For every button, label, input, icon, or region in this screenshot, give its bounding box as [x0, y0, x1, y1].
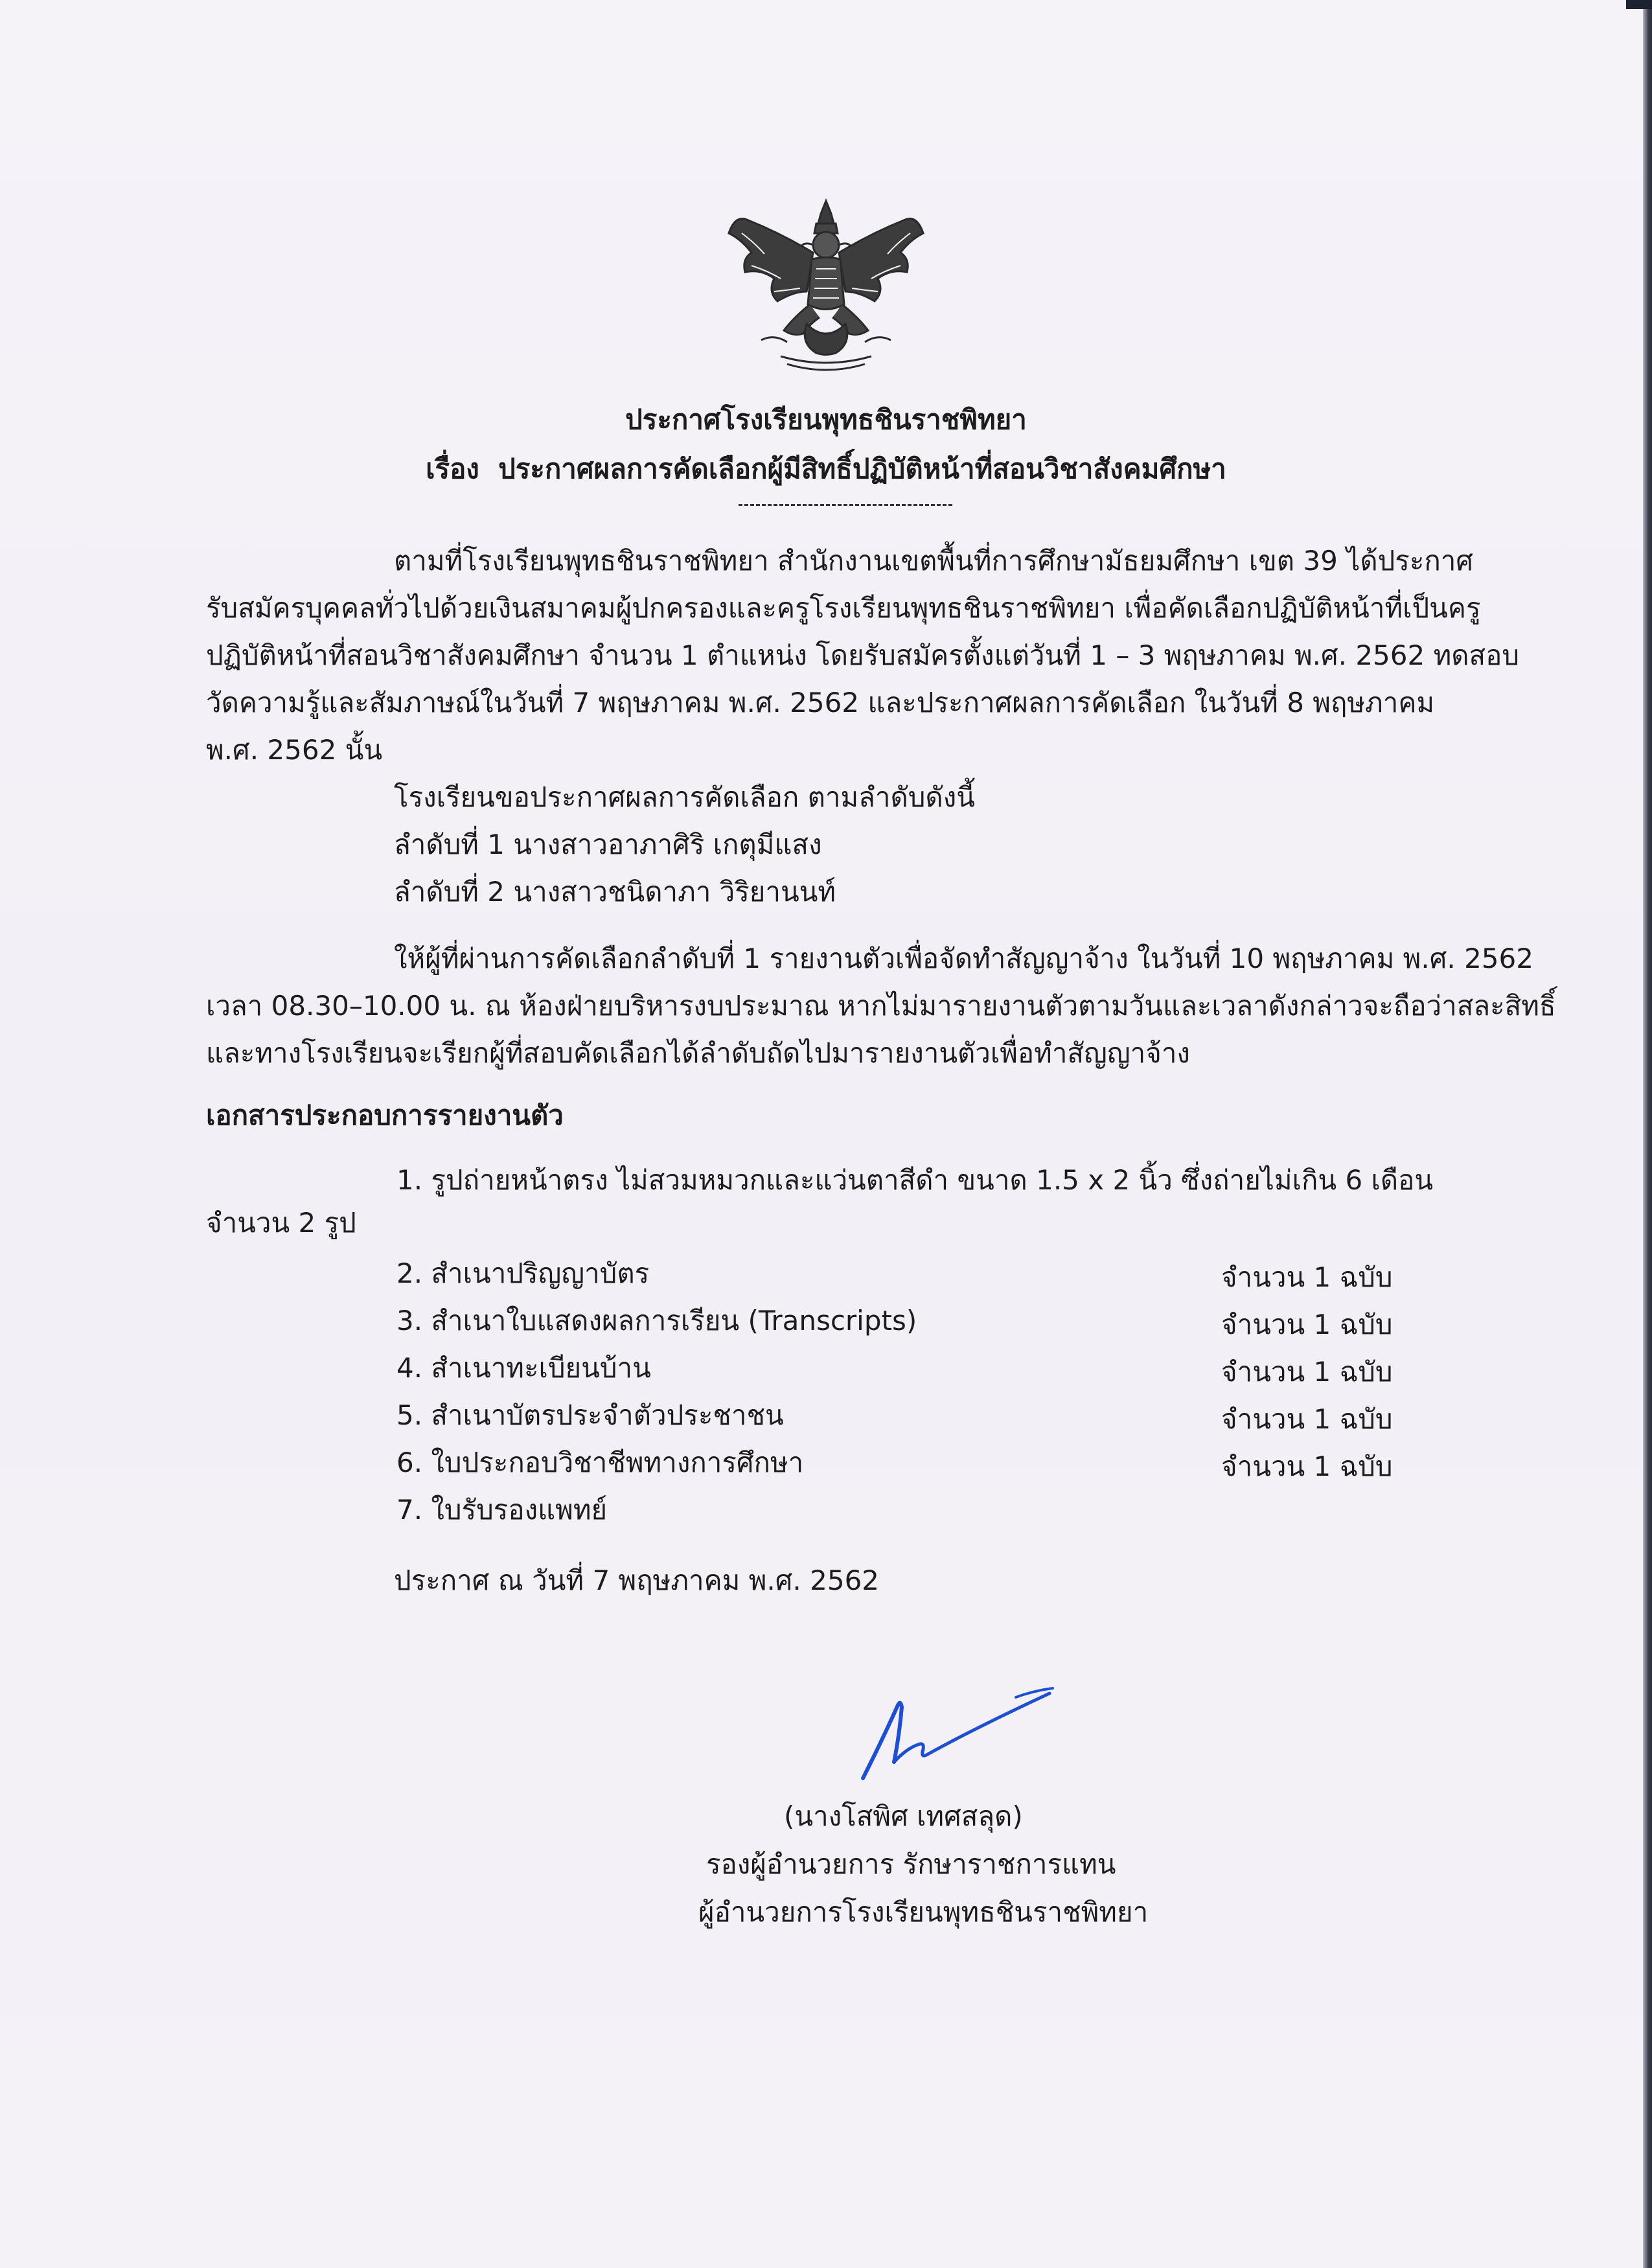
- subject-prefix: เรื่อง: [426, 453, 479, 485]
- intro-line-1: ตามที่โรงเรียนพุทธชินราชพิทยา สำนักงานเขตพื้นที่การศึกษามัธยมศึกษา เขต 39 ได้ประกาศ: [394, 545, 1474, 577]
- scan-edge: [1643, 0, 1652, 2268]
- document-item-7: 7. ใบรับรองแพทย์: [396, 1494, 608, 1526]
- signatory-position-1: รองผู้อำนวยการ รักษาราชการแทน: [706, 1848, 1116, 1880]
- announcement-subject: [0, 450, 1652, 488]
- signatory-name: (นางโสพิศ เทศสลุด): [784, 1800, 1023, 1832]
- document-item-3: 3. สำเนาใบแสดงผลการเรียน (Transcripts): [396, 1305, 917, 1336]
- document-item-2-qty: จำนวน 1 ฉบับ: [1221, 1261, 1393, 1293]
- header-divider: [739, 504, 952, 506]
- report-line-1: ให้ผู้ที่ผ่านการคัดเลือกลำดับที่ 1 รายงานตัวเพื่อจัดทำสัญญาจ้าง ในวันที่ 10 พฤษภาคม พ.ศ. 2562: [394, 943, 1533, 974]
- intro-line-5: พ.ศ. 2562 นั้น: [206, 734, 383, 766]
- intro-line-2: รับสมัครบุคคลทั่วไปด้วยเงินสมาคมผู้ปกครองและครูโรงเรียนพุทธชินราชพิทยา เพื่อคัดเลือกปฏิบัติหน้าที่เป็นครู: [206, 592, 1481, 624]
- garuda-emblem-icon: [722, 194, 930, 376]
- document-item-1: 1. รูปถ่ายหน้าตรง ไม่สวมหมวกและแว่นตาสีดำ ขนาด 1.5 x 2 นิ้ว ซึ่งถ่ายไม่เกิน 6 เดือน: [396, 1164, 1434, 1196]
- document-item-4: 4. สำเนาทะเบียนบ้าน: [396, 1352, 651, 1384]
- document-item-5: 5. สำเนาบัตรประจำตัวประชาชน: [396, 1399, 784, 1431]
- report-line-3: และทางโรงเรียนจะเรียกผู้ที่สอบคัดเลือกได้ลำดับถัดไปมารายงานตัวเพื่อทำสัญญาจ้าง: [206, 1037, 1190, 1069]
- scan-corner: [1626, 0, 1652, 9]
- documents-heading: เอกสารประกอบการรายงานตัว: [206, 1099, 564, 1131]
- document-item-2: 2. สำเนาปริญญาบัตร: [396, 1257, 650, 1289]
- document-item-6: 6. ใบประกอบวิชาชีพทางการศึกษา: [396, 1447, 804, 1478]
- report-line-2: เวลา 08.30–10.00 น. ณ ห้องฝ่ายบริหารงบประมาณ หากไม่มารายงานตัวตามวันและเวลาดังกล่าวจะถือว่าสละสิทธิ์: [206, 990, 1556, 1022]
- announcement-title: ประกาศโรงเรียนพุทธชินราชพิทยา: [625, 404, 1027, 435]
- intro-line-4: วัดความรู้และสัมภาษณ์ในวันที่ 7 พฤษภาคม พ.ศ. 2562 และประกาศผลการคัดเลือก ในวันที่ 8 พฤษภาคม: [206, 687, 1435, 718]
- document-item-1-count: จำนวน 2 รูป: [206, 1207, 356, 1239]
- document-item-4-qty: จำนวน 1 ฉบับ: [1221, 1356, 1393, 1388]
- intro-line-3: ปฏิบัติหน้าที่สอนวิชาสังคมศึกษา จำนวน 1 ตำแหน่ง โดยรับสมัครตั้งแต่วันที่ 1 – 3 พฤษภาคม พ.ศ. 2562 ทดสอบ: [206, 639, 1520, 671]
- subject-text: ประกาศผลการคัดเลือกผู้มีสิทธิ์ปฏิบัติหน้าที่สอนวิชาสังคมศึกษา: [498, 453, 1226, 485]
- handwritten-signature: [855, 1671, 1062, 1788]
- signatory-position-2: ผู้อำนวยการโรงเรียนพุทธชินราชพิทยา: [698, 1896, 1149, 1928]
- document-item-6-qty: จำนวน 1 ฉบับ: [1221, 1450, 1393, 1482]
- rank-2: ลำดับที่ 2 นางสาวชนิดาภา วิริยานนท์: [394, 876, 836, 908]
- document-item-5-qty: จำนวน 1 ฉบับ: [1221, 1403, 1393, 1435]
- announcement-date: ประกาศ ณ วันที่ 7 พฤษภาคม พ.ศ. 2562: [394, 1564, 880, 1596]
- rank-1: ลำดับที่ 1 นางสาวอาภาศิริ เกตุมีแสง: [394, 829, 822, 860]
- document-item-3-qty: จำนวน 1 ฉบับ: [1221, 1309, 1393, 1340]
- results-heading: โรงเรียนขอประกาศผลการคัดเลือก ตามลำดับดังนี้: [394, 781, 975, 813]
